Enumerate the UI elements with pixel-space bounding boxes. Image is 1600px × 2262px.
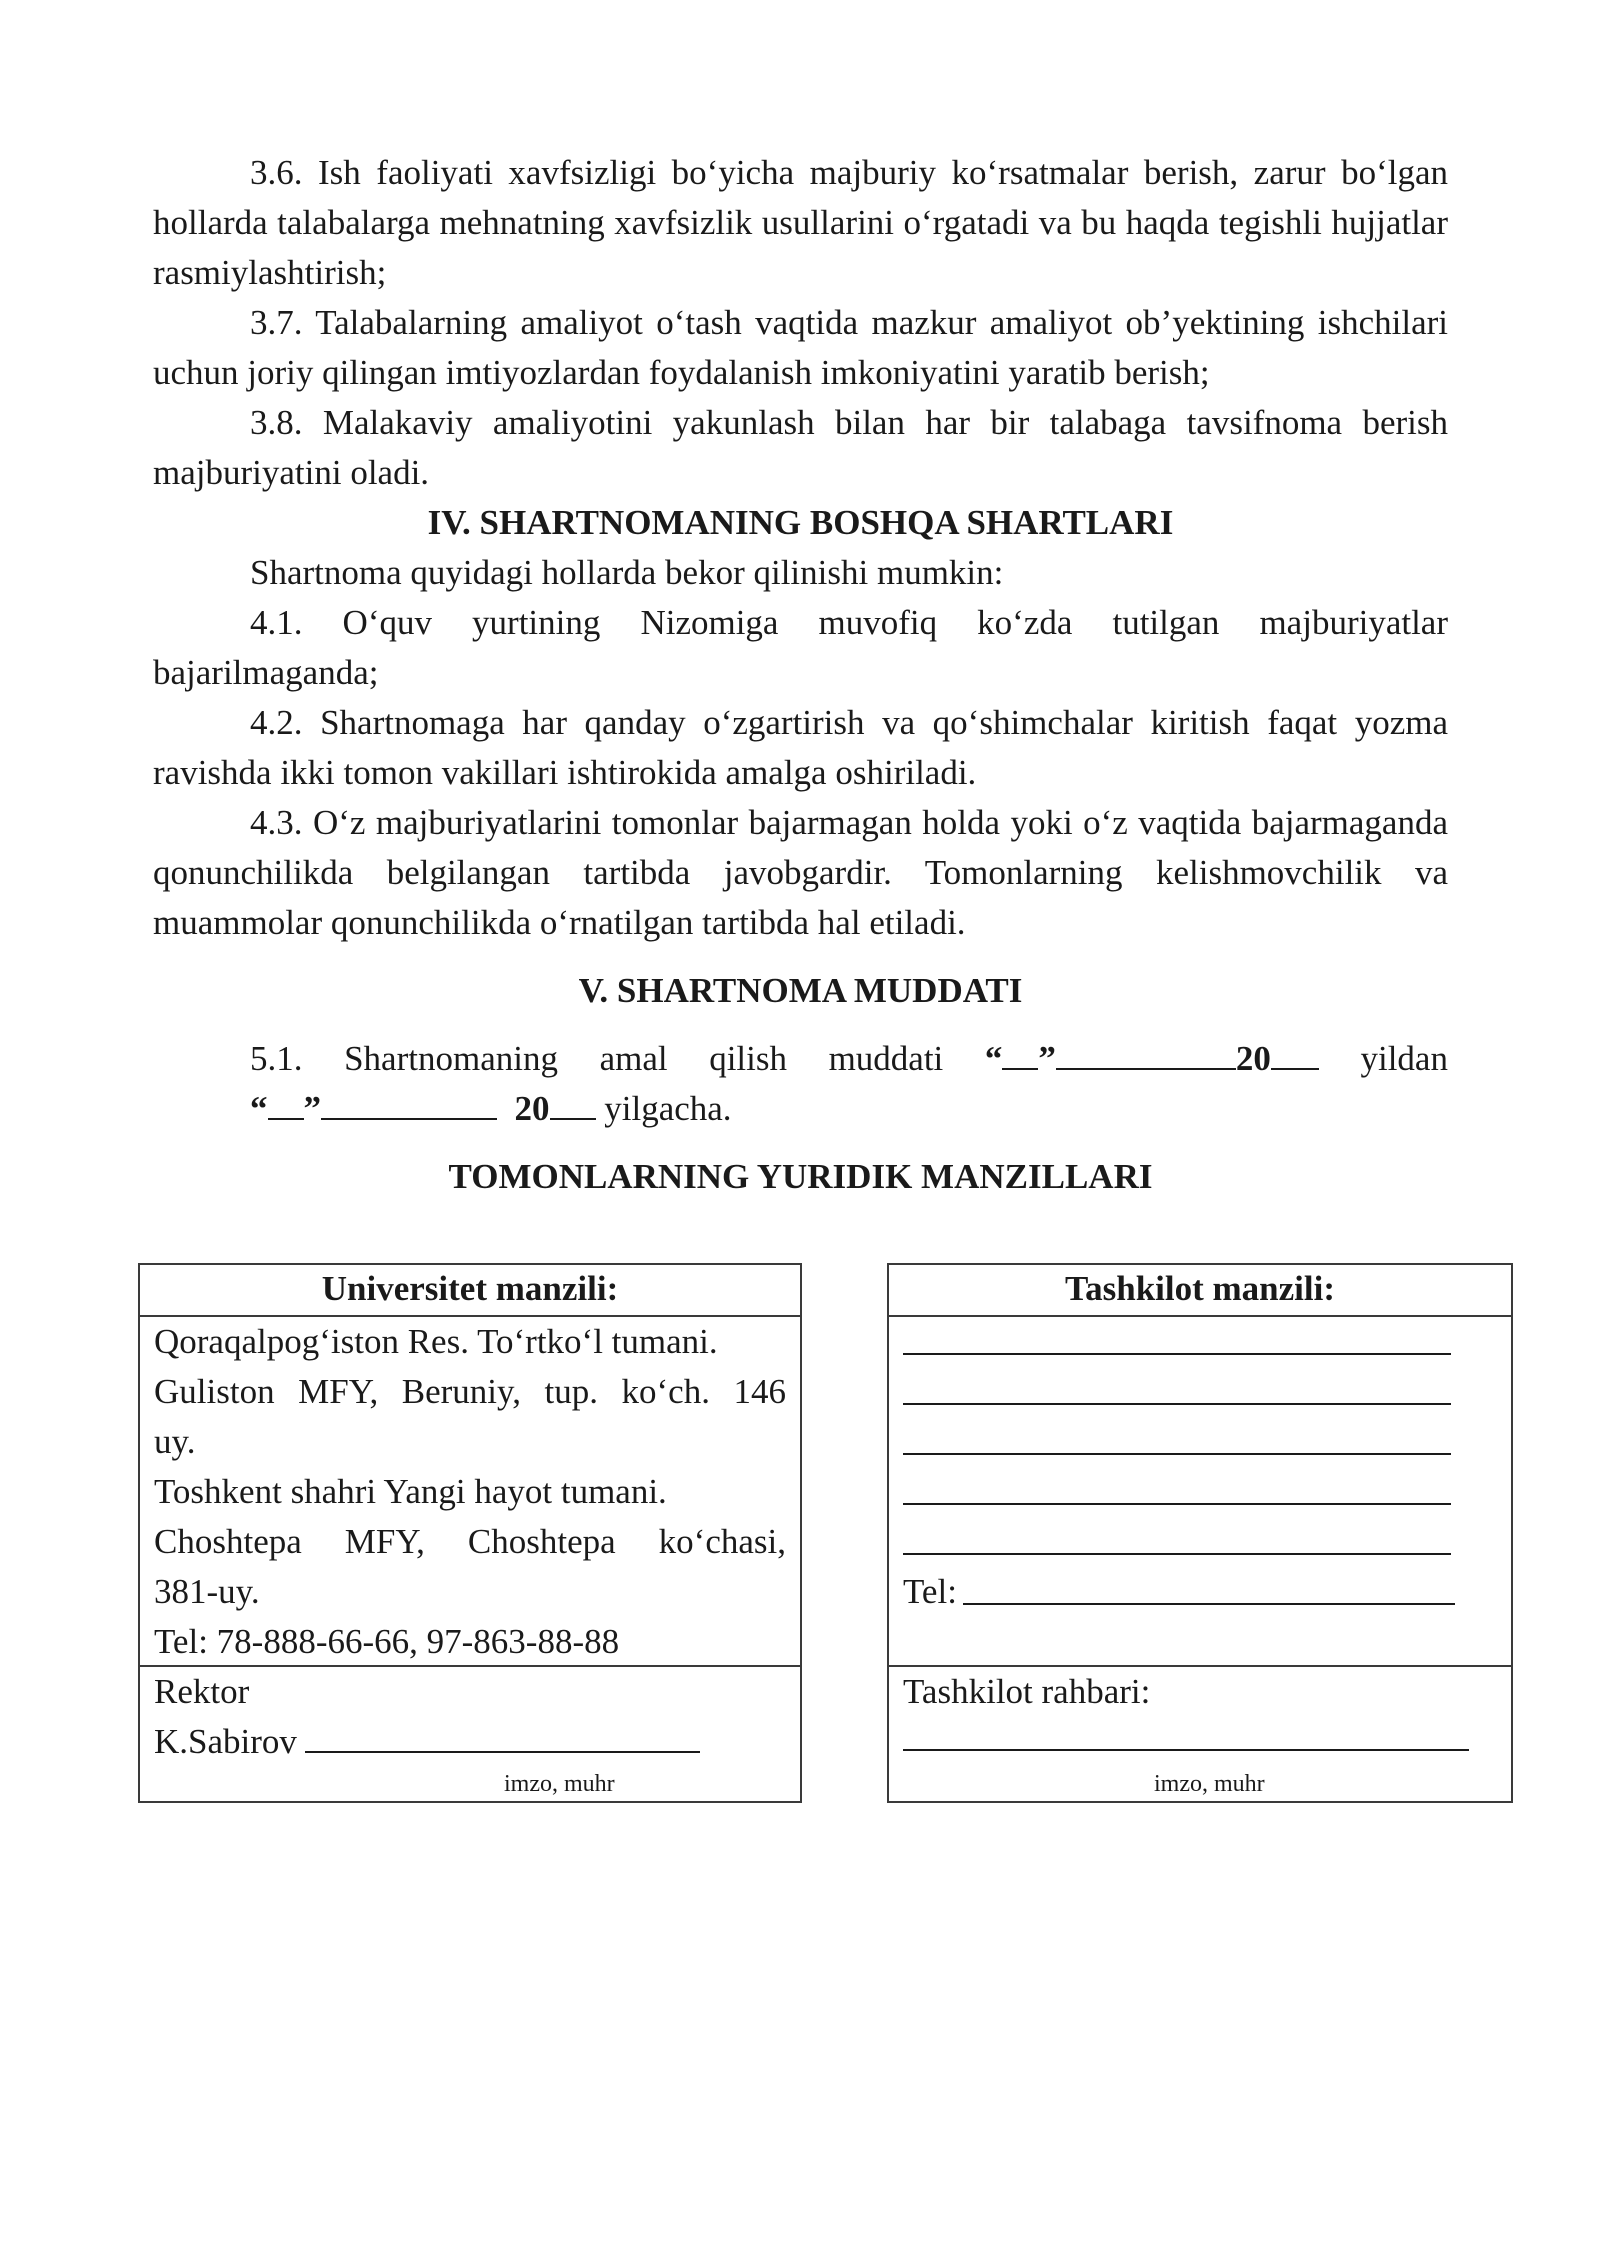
university-sign-caption: imzo, muhr — [504, 1771, 615, 1797]
university-address-line: 381-uy. — [154, 1572, 260, 1611]
rector-sign-row — [154, 1717, 786, 1767]
organization-address-body — [889, 1317, 1511, 1667]
organization-address-field[interactable] — [903, 1317, 1497, 1367]
addresses-title: TOMONLARNING YURIDIK MANZILLARI — [448, 1157, 1153, 1196]
university-address-line: Qoraqalpog‘iston Res. To‘rtko‘l tumani. — [154, 1322, 718, 1361]
paragraph-4-1: 4.1. O‘quv yurtining Nizomiga muvofiq ko‘zda tutilgan majburiyatlar bajarilmaganda; — [153, 603, 1448, 692]
organization-address-field[interactable] — [903, 1467, 1497, 1517]
organization-sign-caption: imzo, muhr — [1154, 1771, 1265, 1797]
paragraph-3-6: 3.6. Ish faoliyati xavfsizligi bo‘yicha majburiy ko‘rsatmalar berish, zarur bo‘lgan hollarda talabalarga mehnatning xavfsizlik usullarini o‘rgatadi va bu haqda tegishli hujjatlar rasmiylashtirish; — [153, 153, 1448, 292]
section-5-title: V. SHARTNOMA MUDDATI — [578, 971, 1023, 1010]
p51-word-1: Shartnomaning — [344, 1039, 558, 1078]
university-address-table — [138, 1263, 802, 1803]
rector-name: K.Sabirov — [154, 1722, 297, 1761]
paragraph-4-2: 4.2. Shartnomaga har qanday o‘zgartirish va qo‘shimchalar kiritish faqat yozma ravishda ikki tomon vakillari ishtirokida amalga oshiriladi. — [153, 703, 1448, 792]
p51-word-4: muddati — [828, 1039, 944, 1078]
university-header: Universitet manzili: — [140, 1265, 800, 1317]
organization-address-table — [887, 1263, 1513, 1803]
organization-tel-label: Tel: — [903, 1572, 957, 1611]
paragraph-3-8: 3.8. Malakaviy amaliyotini yakunlash bilan har bir talabaga tavsifnoma berish majburiyatini oladi. — [153, 403, 1448, 492]
rector-signature-field[interactable] — [305, 1723, 700, 1753]
organization-address-field[interactable] — [903, 1417, 1497, 1467]
start-date-field[interactable]: “ ” 20 — [985, 1034, 1319, 1084]
organization-signature-field[interactable] — [903, 1749, 1469, 1751]
organization-address-field[interactable] — [903, 1517, 1497, 1567]
university-address-line: Toshkent shahri Yangi hayot tumani. — [154, 1472, 667, 1511]
to-word: yilgacha. — [604, 1089, 732, 1128]
p51-word-3: qilish — [709, 1039, 787, 1078]
university-signature — [140, 1667, 800, 1801]
paragraph-5-1 — [153, 1034, 1448, 1134]
paragraph-5-1-line-2 — [153, 1084, 1448, 1134]
university-address-line: uy. — [154, 1422, 196, 1461]
section-4-title: IV. SHARTNOMANING BOSHQA SHARTLARI — [427, 503, 1174, 542]
organization-phone-field[interactable] — [963, 1603, 1455, 1605]
section-4-intro: Shartnoma quyidagi hollarda bekor qilinishi mumkin: — [250, 553, 1004, 592]
p51-number: 5.1. — [250, 1039, 303, 1078]
organization-phone-row — [903, 1567, 1497, 1617]
organization-signature — [889, 1667, 1511, 1801]
university-phone: Tel: 78-888-66-66, 97-863-88-88 — [154, 1622, 620, 1661]
organization-header: Tashkilot manzili: — [889, 1265, 1511, 1317]
paragraph-4-3: 4.3. O‘z majburiyatlarini tomonlar bajarmagan holda yoki o‘z vaqtida bajarmaganda qonunchilikda belgilangan tartibda javobgardir. Tomonlarning kelishmovchilik va muammolar qonunchilikda o‘rnatilgan tartibda hal etiladi. — [153, 803, 1448, 942]
addresses-section — [138, 1263, 1513, 1803]
document-page — [153, 148, 1448, 1202]
paragraph-5-1-line-1 — [153, 1034, 1448, 1084]
organization-head-title: Tashkilot rahbari: — [903, 1672, 1151, 1711]
paragraph-3-7: 3.7. Talabalarning amaliyot o‘tash vaqtida mazkur amaliyot ob’yektining ishchilari uchun joriy qilingan imtiyozlardan foydalanish imkoniyatini yaratib berish; — [153, 303, 1448, 392]
university-address-body — [140, 1317, 800, 1667]
rector-title: Rektor — [154, 1672, 250, 1711]
p51-word-2: amal — [599, 1039, 668, 1078]
university-address-line: Guliston MFY, Beruniy, tup. ko‘ch. 146 — [154, 1372, 786, 1411]
from-word: yildan — [1360, 1039, 1448, 1078]
university-address-line: Choshtepa MFY, Choshtepa ko‘chasi, — [154, 1522, 786, 1561]
end-date-field[interactable]: “ ” 20 — [250, 1089, 596, 1128]
organization-address-field[interactable] — [903, 1367, 1497, 1417]
